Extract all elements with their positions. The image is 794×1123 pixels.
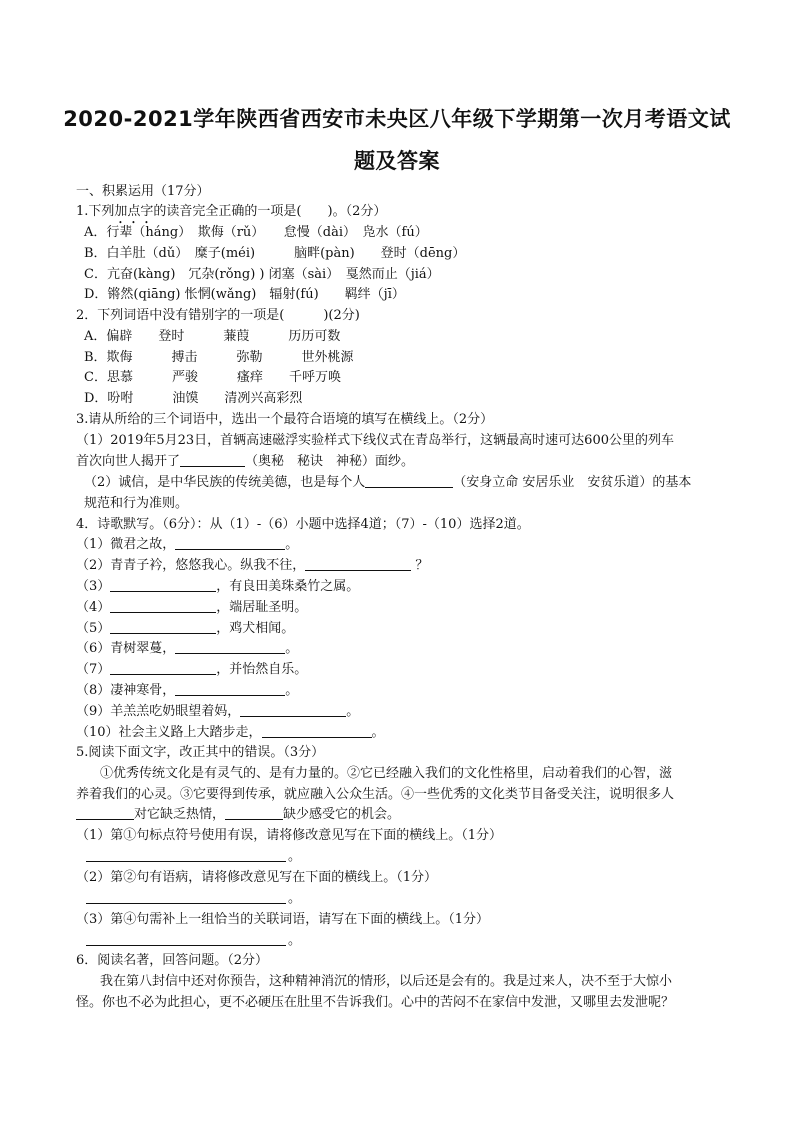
q3-sentence1-line1: （1）2019年5月23日，首辆高速磁浮实验样式下线仪式在青岛举行，这辆最高时速可达600公里的列车 — [76, 433, 674, 448]
exam-title-line1: 2020-2021学年陕西省西安市未央区八年级下学期第一次月考语文试 — [63, 107, 731, 131]
q1-stem: 1.下列加点字的读音完全正确的一项是( )。（2分） — [76, 204, 387, 219]
q1-option-d: D．锵然(qiāng) 怅惘(wǎng) 辐射(fú) 羁绊（jī） — [84, 287, 405, 302]
q4-blank-4[interactable] — [110, 599, 216, 613]
q1-option-c: C．亢奋(kàng) 冗杂(rǒng) ) 闭塞（sài） 戛然而止（jiá） — [84, 267, 440, 282]
q4-item-7: （7） ，并怡然自乐。 — [76, 662, 308, 677]
q5-answer-line-3[interactable] — [86, 945, 286, 946]
q4-blank-9[interactable] — [240, 703, 346, 717]
q4-item-8: （8）凄神寒骨， 。 — [76, 683, 299, 698]
q4-stem: 4．诗歌默写。（6分）：从（1）-（6）小题中选择4道；（7）-（10）选择2道。 — [76, 517, 530, 532]
q4-blank-8[interactable] — [175, 682, 285, 696]
q2-option-a: A．偏辟 登时 蒹葭 历历可数 — [84, 329, 341, 344]
q5-stem: 5.阅读下面文字，改正其中的错误。（3分） — [76, 745, 325, 760]
q4-blank-7[interactable] — [110, 661, 216, 675]
q3-blank-1[interactable] — [180, 453, 245, 467]
q3-blank-2[interactable] — [365, 474, 453, 488]
section-heading: 一、积累运用（17分） — [76, 184, 210, 199]
exam-title-line2: 题及答案 — [354, 149, 440, 173]
q4-blank-1[interactable] — [175, 536, 285, 550]
q5-passage-line3: 对它缺乏热情， 缺少感受它的机会。 — [76, 806, 400, 824]
q4-item-9: （9）羊羔羔吃奶眼望着妈， 。 — [76, 704, 360, 719]
q5-sub2: （2）第②句有语病，请将修改意见写在下面的横线上。（1分） — [76, 870, 438, 885]
q4-item-3: （3） ，有良田美珠桑竹之属。 — [76, 579, 360, 594]
q5-passage-line2: 养着我们的心灵。③它要得到传承，就应融入公众生活。④一些优秀的文化类节目备受关注，说明很多人 — [76, 787, 675, 802]
q3-sentence2-line2: 规范和行为准则。 — [84, 496, 189, 511]
q4-blank-5[interactable] — [110, 620, 216, 634]
q4-item-1: （1）微君之故， 。 — [76, 537, 299, 552]
q2-option-b: B．欺侮 搏击 弥勒 世外桃源 — [84, 350, 354, 365]
q4-blank-10[interactable] — [262, 724, 372, 738]
q3-sentence1-line2: 首次向世人揭开了 （奥秘 秘诀 神秘）面纱。 — [76, 454, 415, 469]
q2-option-c: C．思慕 严骏 瘙痒 千呼万唤 — [84, 370, 341, 385]
q5-answer-line-1[interactable] — [86, 861, 286, 862]
q5-blank-a[interactable] — [76, 806, 134, 820]
q1-option-b: B．白羊肚（dǔ） 糜子(méi) 脑畔(pàn) 登时（dēng） — [84, 246, 466, 261]
q4-blank-2[interactable] — [305, 557, 411, 571]
q5-blank-b[interactable] — [225, 806, 283, 820]
q6-stem: 6．阅读名著，回答问题。（2分） — [76, 953, 269, 968]
q4-item-10: （10）社会主义路上大踏步走， 。 — [76, 725, 385, 740]
q5-answer-end-1: 。 — [288, 849, 302, 864]
q5-answer-end-2: 。 — [288, 891, 302, 906]
q6-passage-line1: 我在第八封信中还对你预告，这种精神消沉的情形，以后还是会有的。我是过来人，决不至于大惊小 — [100, 974, 673, 989]
q4-item-6: （6）青树翠蔓， 。 — [76, 641, 299, 656]
q4-blank-3[interactable] — [110, 578, 216, 592]
q5-sub3: （3）第④句需补上一组恰当的关联词语，请写在下面的横线上。（1分） — [76, 912, 490, 927]
q4-item-2: （2）青青子衿，悠悠我心。纵我不往， ？ — [76, 558, 429, 573]
q3-stem: 3.请从所给的三个词语中，选出一个最符合语境的填写在横线上。（2分） — [76, 412, 494, 427]
q5-answer-line-2[interactable] — [86, 903, 286, 904]
q6-passage-line2: 怪。你也不必为此担心，更不必硬压在肚里不告诉我们。心中的苦闷不在家信中发泄，又哪里去发泄呢？ — [76, 995, 675, 1010]
q3-sentence2-line1: （2）诚信，是中华民族的传统美德，也是每个人 （安身立命 安居乐业 安贫乐道）的基本 — [84, 475, 692, 490]
q4-item-4: （4） ，端居耻圣明。 — [76, 600, 308, 615]
q2-stem: 2．下列词语中没有错别字的一项是( )(2分) — [76, 308, 360, 323]
q4-item-5: （5） ，鸡犬相闻。 — [76, 621, 295, 636]
q5-answer-end-3: 。 — [288, 933, 302, 948]
q5-passage-line1: ①优秀传统文化是有灵气的、是有力量的。②它已经融入我们的文化性格里，启动着我们的心智，滋 — [100, 766, 673, 781]
q5-sub1: （1）第①句标点符号使用有误，请将修改意见写在下面的横线上。（1分） — [76, 828, 503, 843]
q1-option-a: A．行辈（háng） 欺侮（rǔ） 怠慢（dài） 凫水（fú） — [84, 225, 428, 240]
q2-option-d: D．吩咐 油馍 清冽兴高彩烈 — [84, 391, 303, 406]
q4-blank-6[interactable] — [175, 640, 285, 654]
